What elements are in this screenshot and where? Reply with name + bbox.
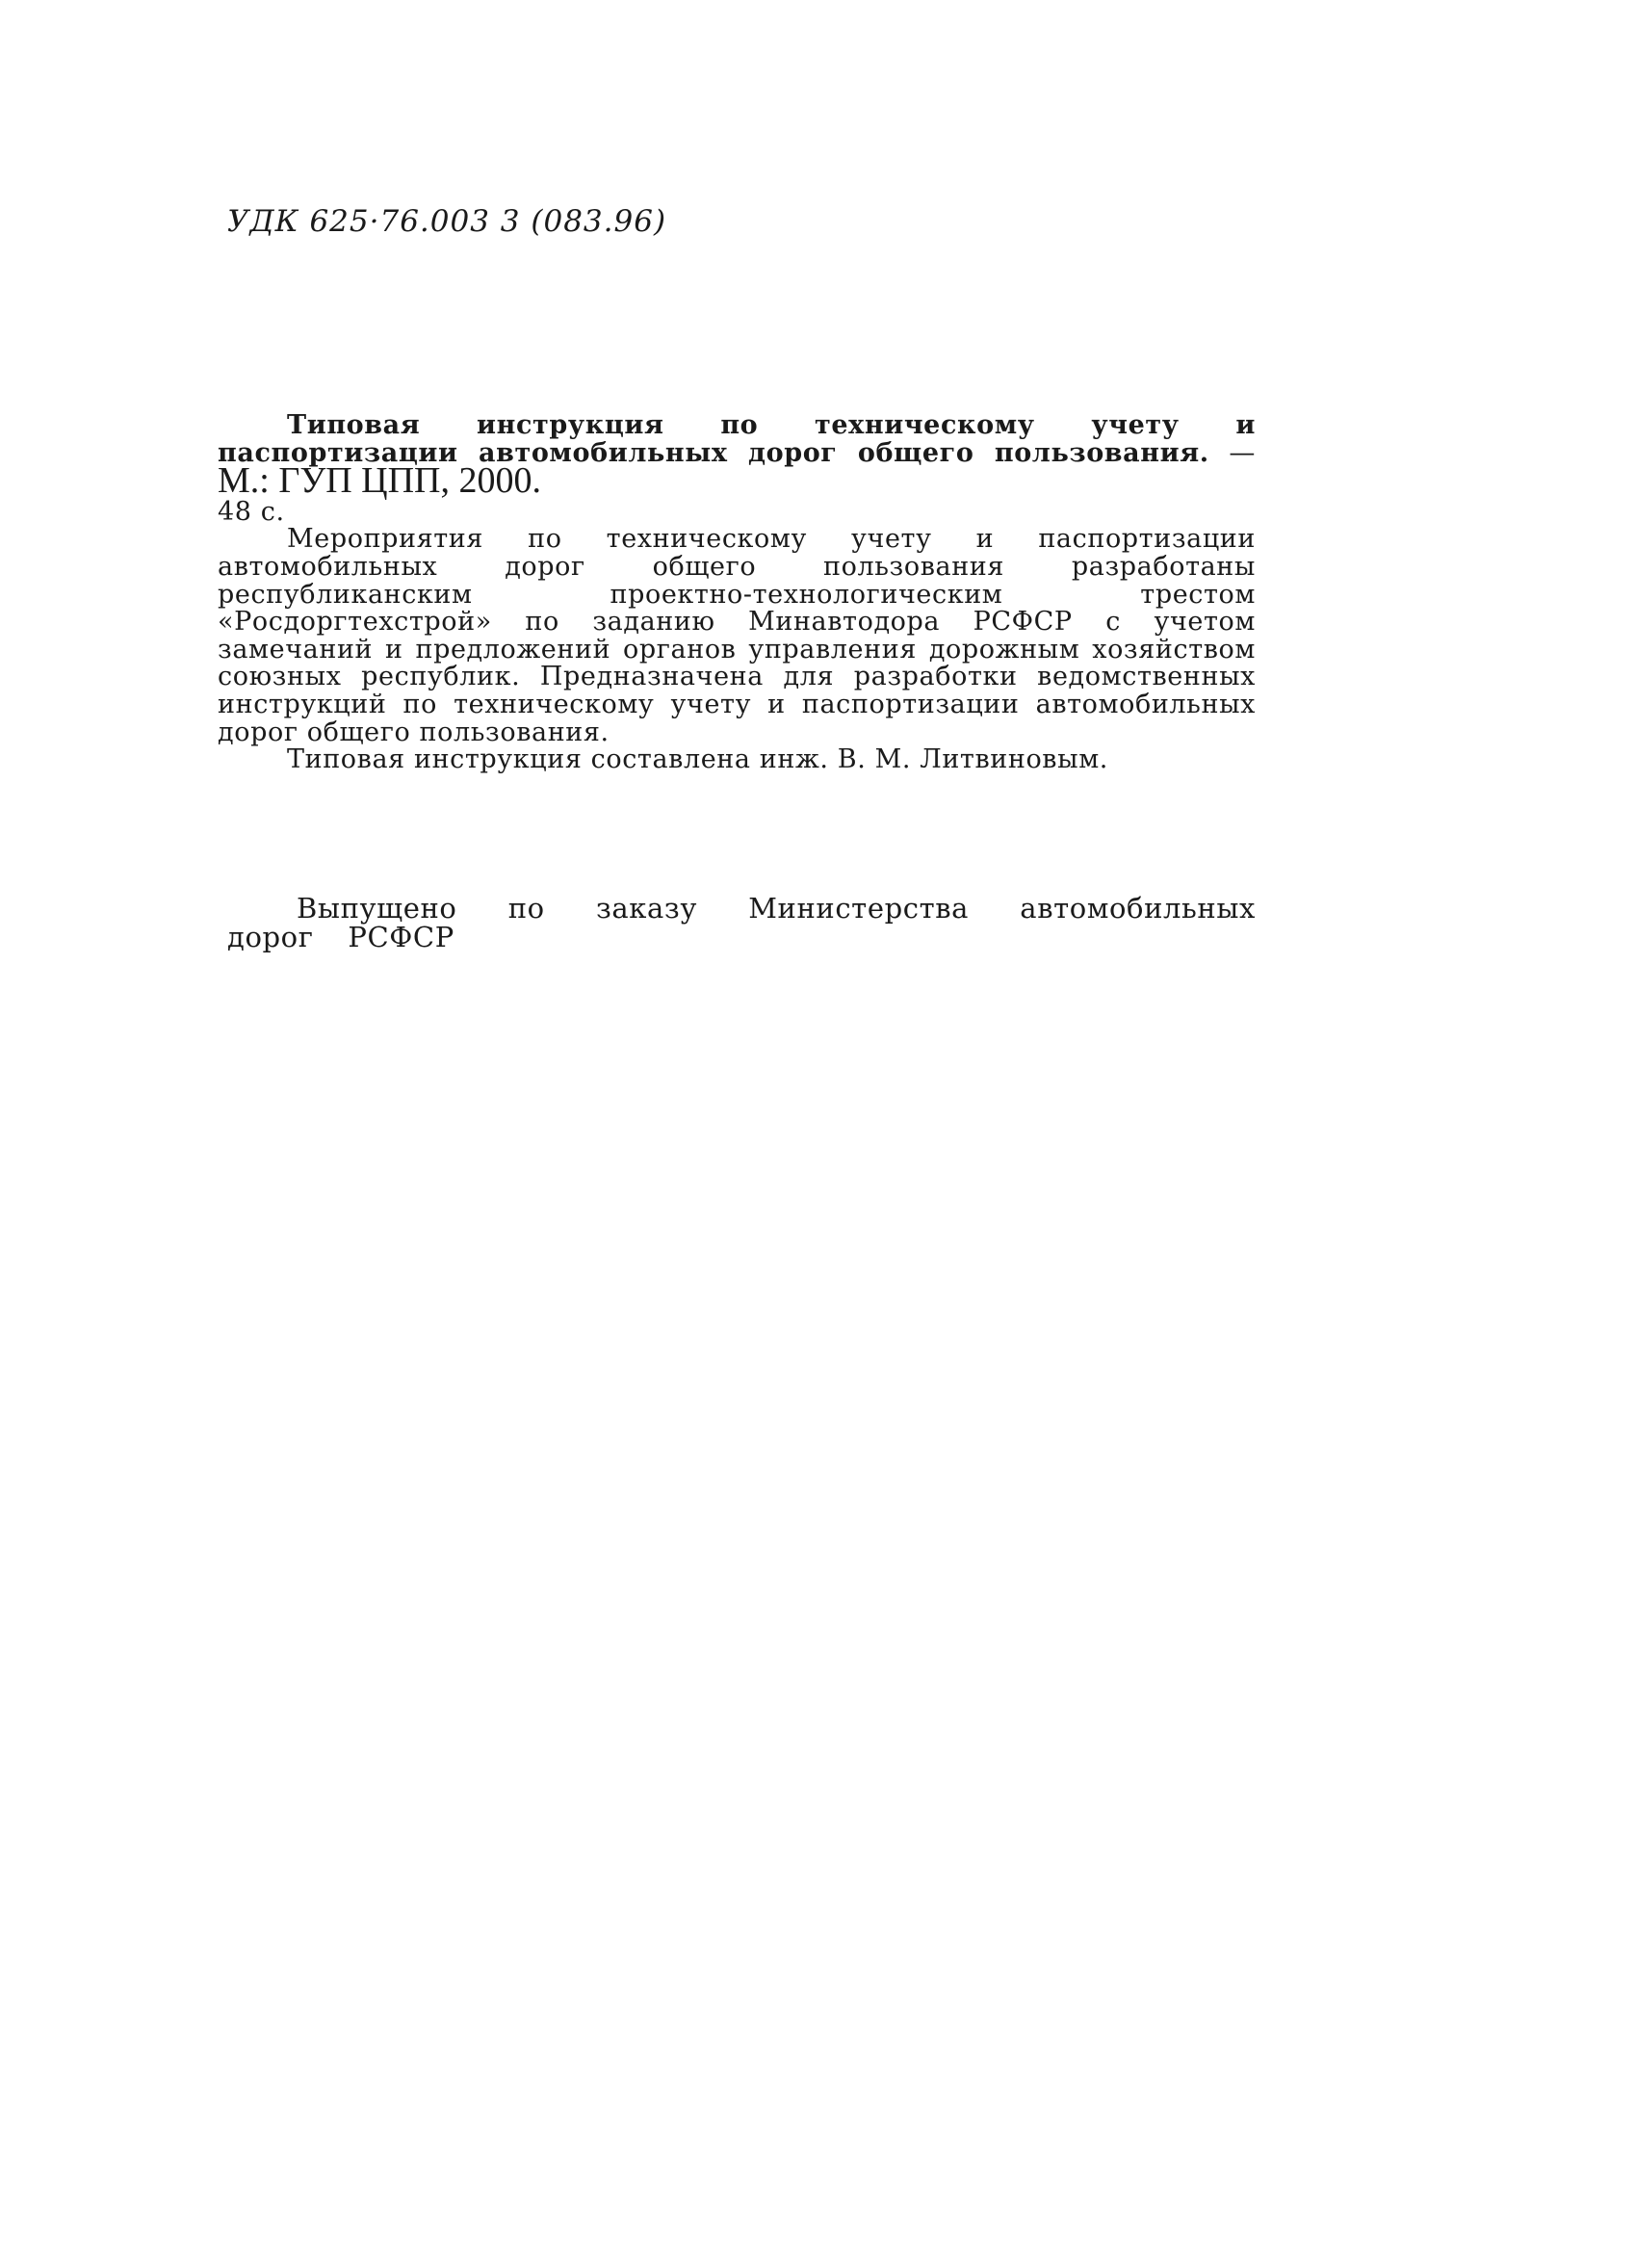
abstract-paragraph-1: Мероприятия по техническому учету и паспортизации автомобильных дорог общего пользования разработаны республиканским проектно-технологическим трестом «Росдоргтехстрой» по заданию Минавтодора РСФСР с учетом замечаний и предложений органов управления дорожным хозяйством союзных республик. Предназначена для разработки ведомственных инструкций по техническому учету и паспортизации автомобильных дорог общего пользования. [218,524,1256,747]
abstract-paragraph-2: Типовая инструкция составлена инж. В. М. Литвиновым. [287,744,1108,775]
release-note [227,894,1256,952]
release-note-text: Выпущено по заказу Министерства автомобильных дорог РСФСР [227,892,1256,953]
bibliographic-abstract [218,412,1256,774]
bibliographic-entry [218,412,1256,526]
bibliographic-dash: — [1208,437,1256,468]
bibliographic-title: Типовая инструкция по техническому учету и паспортизации автомобильных дорог общего пользования. [218,410,1256,468]
bibliographic-pages: 48 с. [218,496,285,527]
udk-code: УДК 625·76.003 3 (083.96) [227,204,667,239]
bibliographic-imprint: М.: ГУП ЦПП, 2000. [218,460,541,502]
